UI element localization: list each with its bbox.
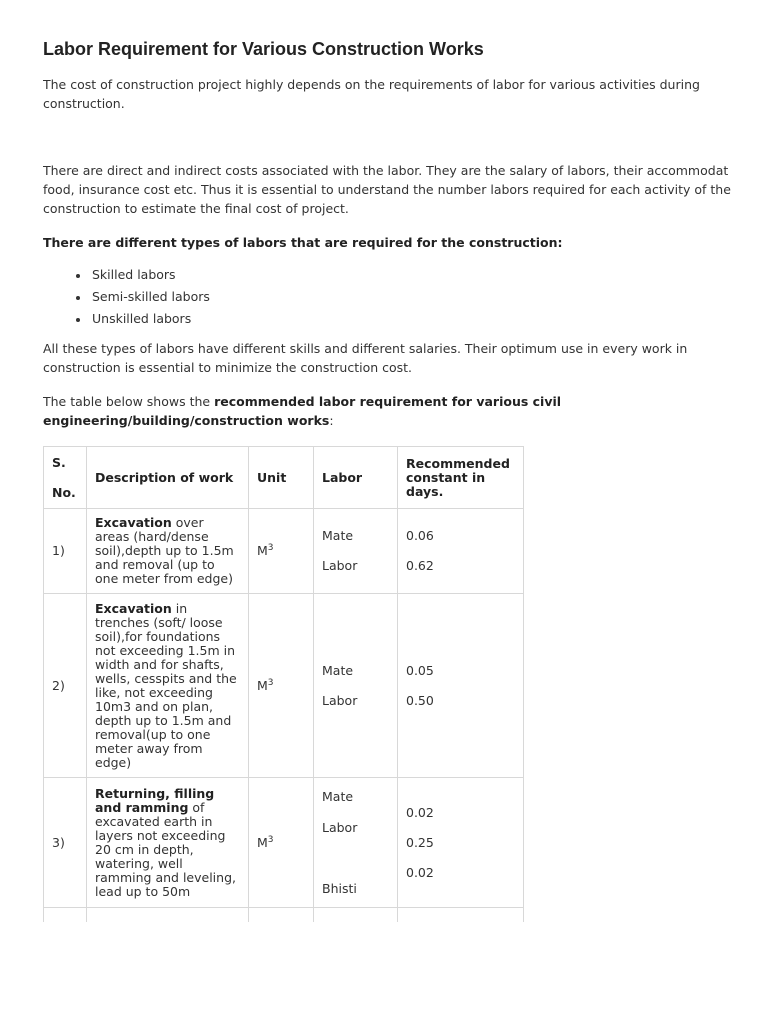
cell-unit (249, 509, 314, 594)
unit-sup: 3 (267, 542, 274, 553)
constant-value: 0.02 (406, 864, 434, 880)
table-intro-paragraph (43, 392, 561, 430)
table-intro-prefix: The table below shows the (43, 394, 215, 409)
header-constant: Recommended constant in days. (398, 447, 524, 509)
labor-name: Mate (322, 528, 354, 543)
cell-unit (249, 594, 314, 778)
table-intro-suffix: : (329, 413, 334, 428)
constant-value: 0.02 (406, 804, 434, 820)
cell-empty (87, 908, 249, 923)
optimum-line: All these types of labors have different skills and different salaries. Their optimum use in every work in (43, 341, 688, 356)
cell-constant (398, 594, 524, 778)
page-title: Labor Requirement for Various Construction Works (43, 39, 484, 59)
cell-empty (44, 908, 87, 923)
table-row (44, 778, 524, 908)
optimum-paragraph (43, 339, 687, 377)
cell-labor (314, 778, 398, 908)
cell-sno: 1) (44, 509, 87, 594)
labor-table (43, 446, 524, 922)
constant-value: 0.62 (406, 558, 434, 573)
description-bold: Excavation (95, 600, 172, 616)
constant-value: 0.25 (406, 834, 434, 850)
table-row (44, 908, 524, 923)
header-sno-top: S. (52, 454, 66, 470)
cell-sno: 3) (44, 778, 87, 908)
cell-description (87, 778, 249, 908)
constant-value: 0.06 (406, 528, 434, 543)
header-unit: Unit (249, 447, 314, 509)
costs-paragraph (43, 161, 731, 218)
constant-value: 0.05 (406, 662, 434, 678)
cell-sno: 2) (44, 594, 87, 778)
costs-line: There are direct and indirect costs associated with the labor. They are the salary of labors, their accommodat (43, 163, 729, 178)
labor-name: Mate (322, 788, 354, 804)
costs-line: food, insurance cost etc. Thus it is essential to understand the number labors required for each activity of the (43, 182, 731, 197)
labor-name: Labor (322, 558, 358, 573)
labor-name: Labor (322, 692, 358, 708)
table-intro-line (43, 392, 561, 411)
list-item: Semi-skilled labors (43, 286, 210, 308)
unit-sup: 3 (267, 834, 274, 845)
list-item: Skilled labors (43, 264, 210, 286)
header-labor: Labor (314, 447, 398, 509)
table-row (44, 509, 524, 594)
table-intro-line (43, 411, 561, 430)
cell-empty (398, 908, 524, 923)
optimum-line: construction is essential to minimize the construction cost. (43, 360, 413, 375)
cell-empty (249, 908, 314, 923)
table-intro-bold: engineering/building/construction works (43, 413, 330, 428)
list-item: Unskilled labors (43, 308, 210, 330)
cell-unit (249, 778, 314, 908)
description-rest: in trenches (soft/ loose soil),for foundations not exceeding 1.5m in width and for shafts, wells, cesspits and the like, not exceeding 10m3 and on plan, depth up to 1.5m and removal(up to one meter away from edge) (95, 600, 237, 770)
cell-labor (314, 594, 398, 778)
labor-name: Labor (322, 819, 358, 835)
table-intro-bold: recommended labor requirement for various civil (214, 394, 562, 409)
costs-line: construction to estimate the final cost of project. (43, 201, 349, 216)
labor-name: Bhisti (322, 880, 357, 896)
cell-labor (314, 509, 398, 594)
unit-base: M (257, 677, 268, 693)
cell-constant (398, 509, 524, 594)
labor-name: Mate (322, 662, 354, 678)
intro-line: The cost of construction project highly depends on the requirements of labor for various activities during (43, 77, 700, 92)
constant-value: 0.50 (406, 692, 434, 708)
article (43, 0, 733, 922)
table-header-row (44, 447, 524, 509)
header-sno (44, 447, 87, 509)
description-rest: over areas (hard/dense soil),depth up to 1.5m and removal (up to one meter from edge) (95, 515, 234, 586)
types-heading (43, 233, 563, 252)
cell-empty (314, 908, 398, 923)
unit-sup: 3 (267, 677, 274, 688)
header-description: Description of work (87, 447, 249, 509)
cell-description (87, 594, 249, 778)
table-row (44, 594, 524, 778)
labor-types-list (43, 264, 210, 330)
description-bold: Excavation (95, 515, 172, 530)
header-sno-bottom: No. (52, 484, 76, 500)
cell-constant (398, 778, 524, 908)
description-bold: Returning, filling and ramming (95, 785, 215, 815)
cell-description (87, 509, 249, 594)
intro-line: construction. (43, 96, 125, 111)
types-heading-text: There are different types of labors that are required for the construction: (43, 235, 563, 250)
unit-base: M (257, 834, 268, 850)
description-rest: of excavated earth in layers not exceeding 20 cm in depth, watering, well ramming and leveling, lead up to 50m (95, 799, 236, 899)
intro-paragraph (43, 75, 700, 113)
unit-base: M (257, 543, 268, 558)
